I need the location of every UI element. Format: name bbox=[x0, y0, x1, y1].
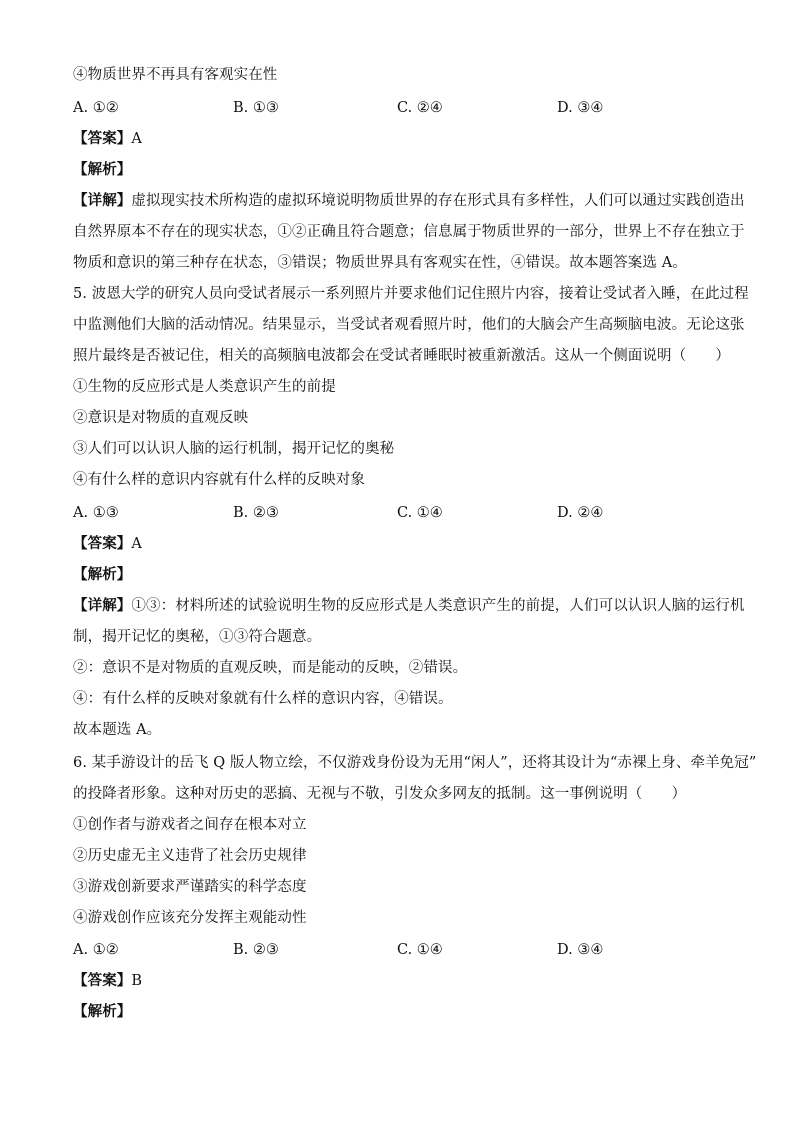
answer-value: A bbox=[131, 536, 142, 552]
question-6-text: 的投降者形象。这种对历史的恶搞、无视与不敬，引发众多网友的抵制。这一事例说明（ ） bbox=[73, 786, 687, 802]
answer-line bbox=[73, 129, 723, 149]
detail-tag: 【详解】 bbox=[73, 597, 132, 614]
option-b: B. ②③ bbox=[233, 942, 279, 958]
answer-tag: 【答案】 bbox=[73, 535, 132, 552]
detail-line: 物质和意识的第三种存在状态，③错误；物质世界具有客观实在性，④错误。故本题答案选 A。 bbox=[73, 255, 687, 271]
answer-value: A bbox=[131, 131, 142, 147]
analysis-tag: 【解析】 bbox=[73, 566, 132, 583]
statement-2: ②意识是对物质的直观反映 bbox=[73, 410, 249, 426]
question-5-text: 照片最终是否被记住，相关的高频脑电波都会在受试者睡眠时被重新激活。这从一个侧面说明（ ） bbox=[73, 348, 730, 364]
statement-4: ④物质世界不再具有客观实在性 bbox=[73, 67, 278, 83]
option-c: C. ②④ bbox=[397, 100, 443, 116]
option-a: A. ①③ bbox=[73, 505, 119, 521]
option-b: B. ②③ bbox=[233, 505, 279, 521]
answer-tag: 【答案】 bbox=[73, 972, 132, 989]
option-d: D. ②④ bbox=[557, 505, 604, 521]
option-c: C. ①④ bbox=[397, 942, 443, 958]
detail-line: ④：有什么样的反映对象就有什么样的意识内容，④错误。 bbox=[73, 691, 453, 707]
statement-4: ④游戏创作应该充分发挥主观能动性 bbox=[73, 910, 307, 926]
answer-line bbox=[73, 971, 723, 991]
detail-line: 自然界原本不存在的现实状态，①②正确且符合题意；信息属于物质世界的一部分，世界上不存在独立于 bbox=[73, 224, 745, 240]
analysis-tag: 【解析】 bbox=[73, 161, 132, 178]
statement-3: ③人们可以认识人脑的运行机制，揭开记忆的奥秘 bbox=[73, 441, 395, 457]
statement-1: ①生物的反应形式是人类意识产生的前提 bbox=[73, 379, 336, 395]
option-d: D. ③④ bbox=[557, 942, 604, 958]
question-6-text: 6. 某手游设计的岳飞 Q 版人物立绘，不仅游戏身份设为无用“闲人”，还将其设计为“赤裸上身、牵羊免冠” bbox=[73, 755, 757, 771]
answer-line bbox=[73, 534, 723, 554]
statement-2: ②历史虚无主义违背了社会历史规律 bbox=[73, 848, 307, 864]
statement-3: ③游戏创新要求严谨踏实的科学态度 bbox=[73, 879, 307, 895]
detail-tag: 【详解】 bbox=[73, 192, 132, 209]
question-5-text: 中监测他们大脑的活动情况。结果显示，当受试者观看照片时，他们的大脑会产生高频脑电波。无论这张 bbox=[73, 317, 745, 333]
answer-tag: 【答案】 bbox=[73, 130, 132, 147]
option-d: D. ③④ bbox=[557, 100, 604, 116]
question-5-text: 5. 波恩大学的研究人员向受试者展示一系列照片并要求他们记住照片内容，接着让受试者入睡，在此过程 bbox=[73, 286, 749, 302]
analysis-tag: 【解析】 bbox=[73, 1003, 132, 1020]
option-b: B. ①③ bbox=[233, 100, 279, 116]
answer-value: B bbox=[131, 973, 143, 989]
option-a: A. ①② bbox=[73, 100, 119, 116]
option-a: A. ①② bbox=[73, 942, 119, 958]
detail-line bbox=[73, 191, 745, 211]
detail-line bbox=[73, 596, 745, 616]
statement-4: ④有什么样的意识内容就有什么样的反映对象 bbox=[73, 472, 365, 488]
detail-text: ①③：材料所述的试验说明生物的反应形式是人类意识产生的前提，人们可以认识人脑的运行机 bbox=[131, 598, 745, 614]
detail-line: 制，揭开记忆的奥秘，①③符合题意。 bbox=[73, 629, 322, 645]
detail-line: 故本题选 A。 bbox=[73, 722, 162, 738]
detail-text: 虚拟现实技术所构造的虚拟环境说明物质世界的存在形式具有多样性，人们可以通过实践创造出 bbox=[131, 193, 745, 209]
detail-line: ②：意识不是对物质的直观反映，而是能动的反映，②错误。 bbox=[73, 660, 468, 676]
statement-1: ①创作者与游戏者之间存在根本对立 bbox=[73, 817, 307, 833]
option-c: C. ①④ bbox=[397, 505, 443, 521]
